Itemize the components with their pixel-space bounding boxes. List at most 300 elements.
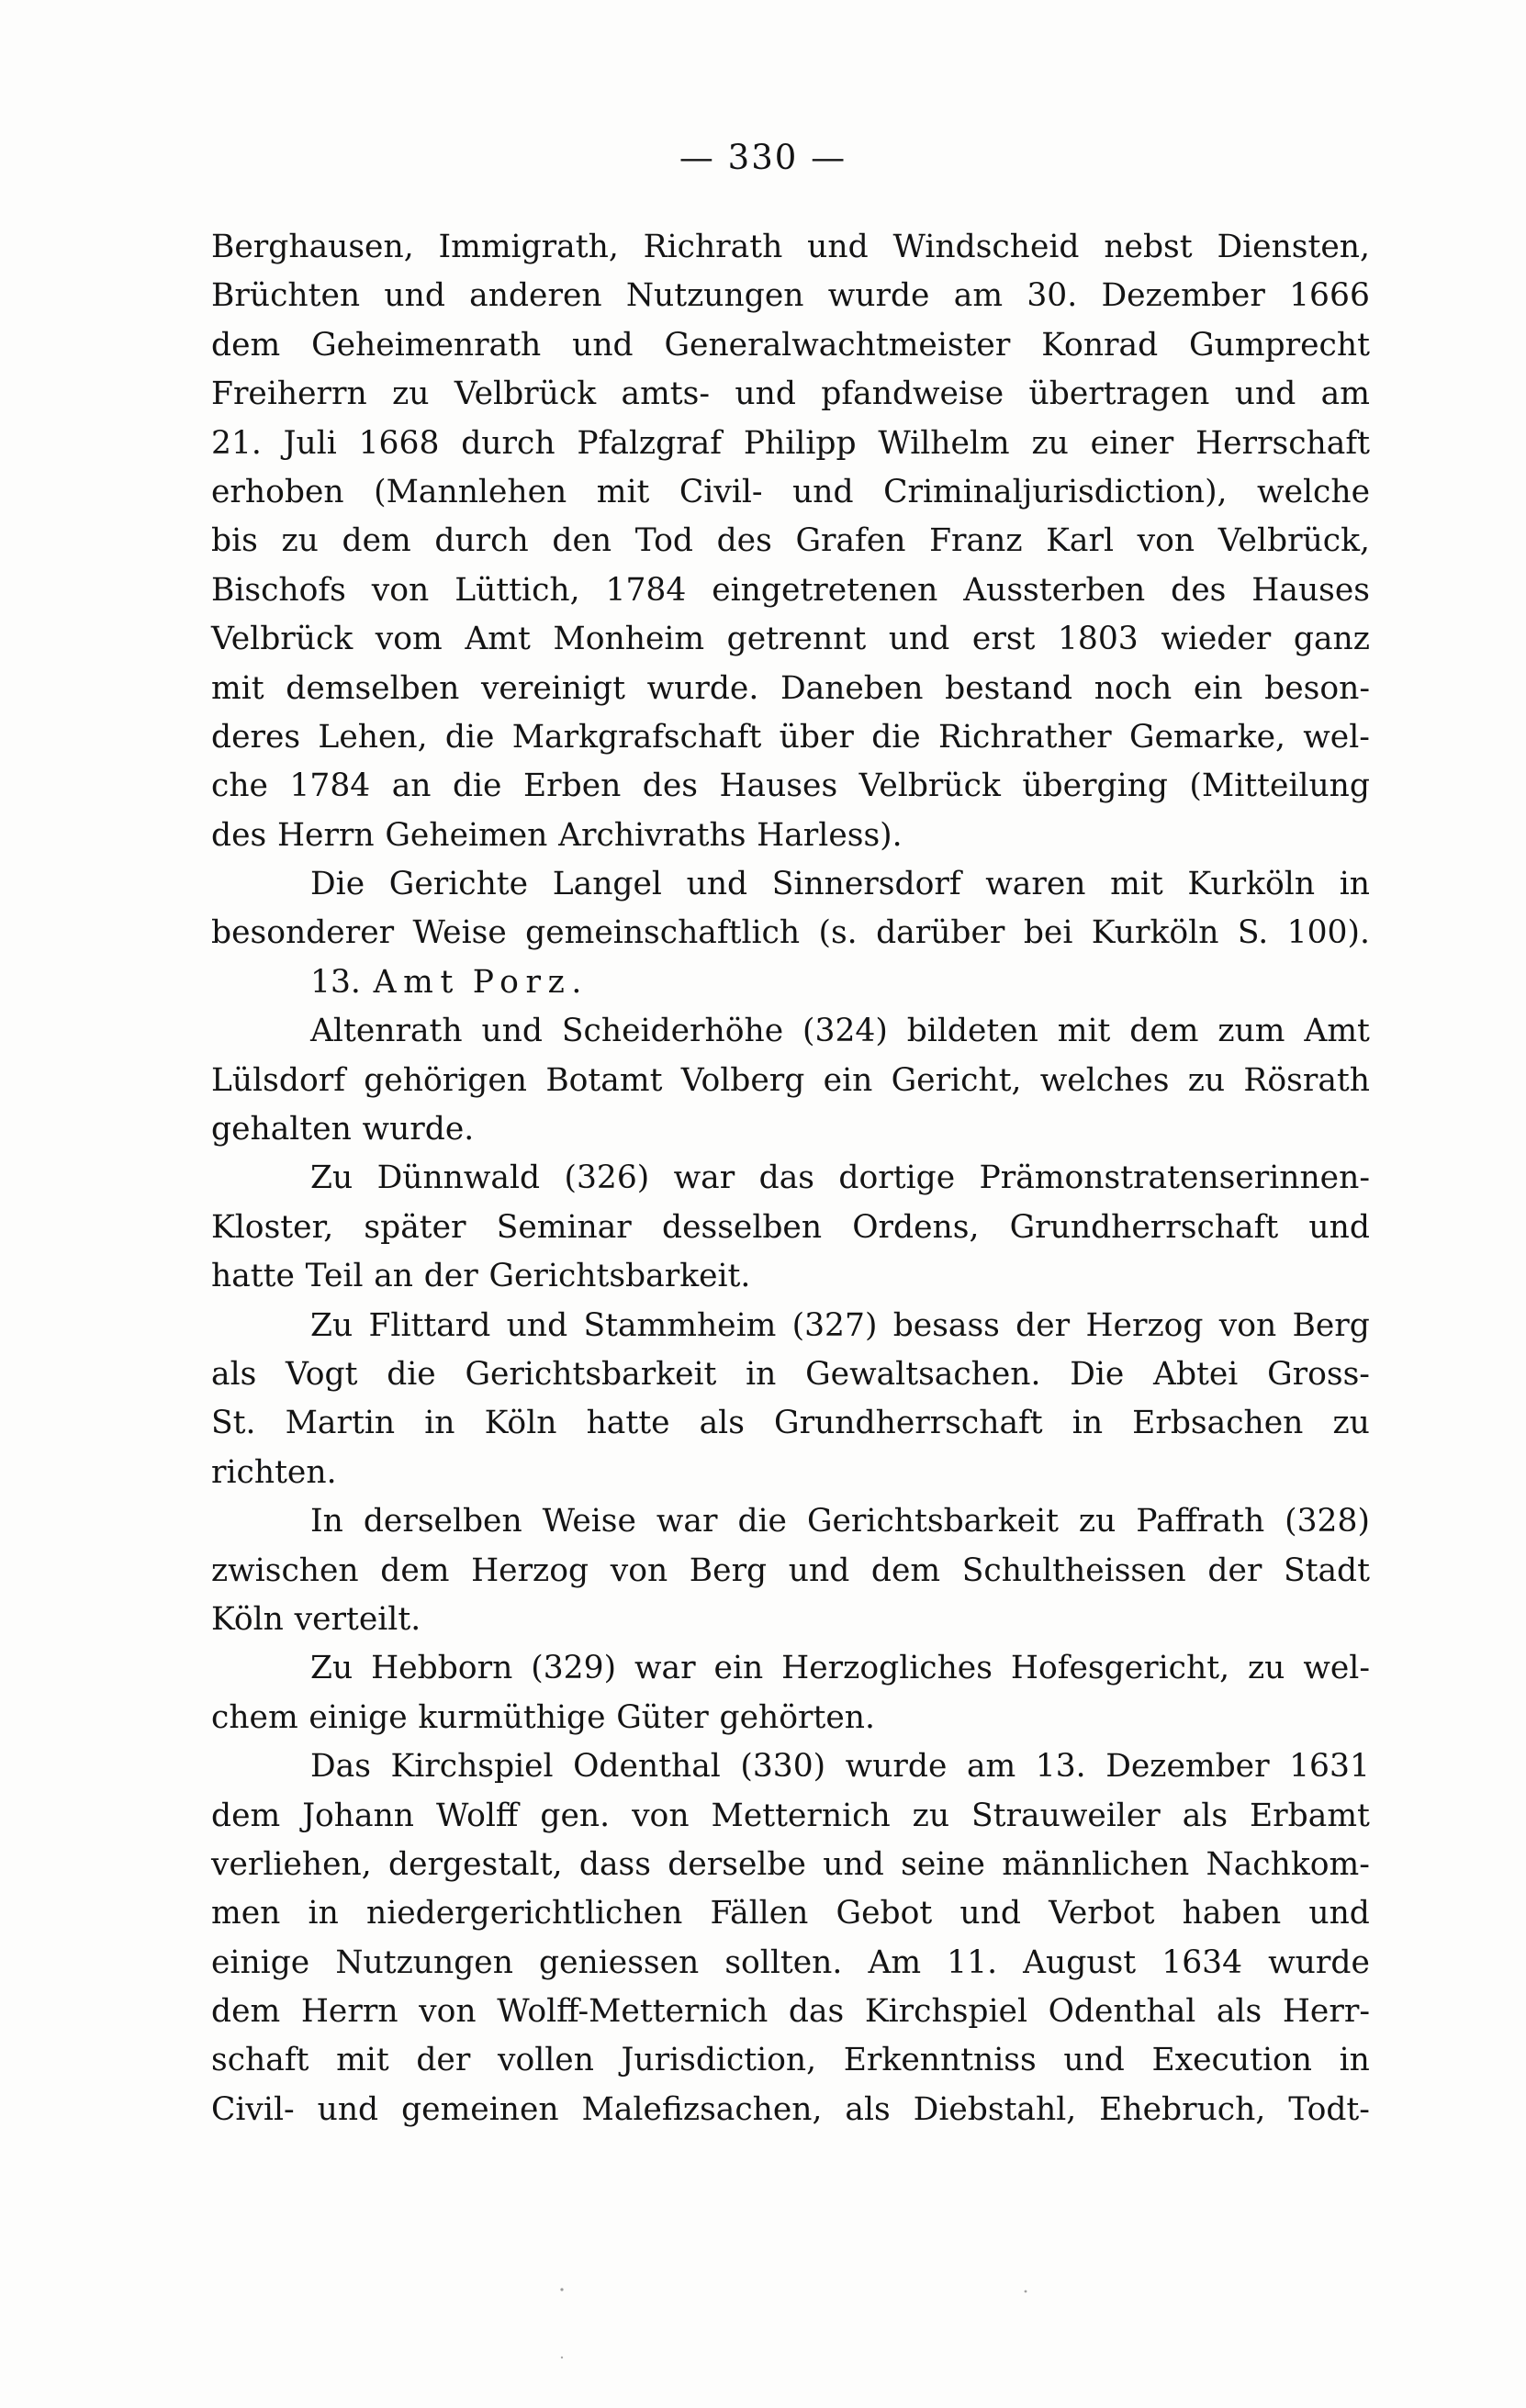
word: den [552, 522, 612, 560]
word: Kurköln [1187, 866, 1316, 903]
word: besass [892, 1306, 1000, 1344]
word: das [788, 1993, 845, 2031]
word: Todt- [1288, 2090, 1370, 2128]
word: Abtei [1153, 1355, 1239, 1393]
word: Wolff-Metternich [497, 1993, 769, 2031]
word: männlichen [1002, 1845, 1190, 1883]
word: Civil- [679, 473, 763, 510]
word: Amt [373, 963, 460, 1001]
word: Herzog [471, 1551, 589, 1589]
word: in [308, 1895, 339, 1932]
word: Schultheissen [961, 1551, 1186, 1589]
word: als [211, 1355, 257, 1393]
word: Nutzungen [625, 277, 804, 315]
word: che [211, 767, 268, 805]
word: als [845, 2090, 891, 2128]
word: des [642, 767, 699, 805]
word: des [211, 816, 267, 854]
word: der [423, 1258, 478, 1295]
word: Bischofs [211, 571, 346, 609]
word: wurde [845, 1748, 948, 1786]
word: Herrn [276, 816, 375, 854]
word: später [364, 1208, 466, 1246]
word: 1784 [289, 767, 371, 805]
word: Gerichtsbarkeit [465, 1355, 717, 1393]
word: einige [309, 1698, 408, 1736]
word: (Mitteilung [1189, 767, 1370, 805]
word: Lüttich, [454, 571, 580, 609]
word: Dezember [1101, 277, 1265, 315]
word: Gumprecht [1189, 326, 1370, 364]
word: zu [1078, 1503, 1116, 1540]
word: und [1308, 1895, 1370, 1932]
word: verliehen, [211, 1845, 372, 1883]
word: verteilt. [294, 1600, 421, 1638]
word: mit [336, 2042, 389, 2079]
word: übertragen [1028, 375, 1210, 413]
word: Herr- [1282, 1993, 1370, 2031]
word: Amt [1304, 1013, 1370, 1050]
word: kurmüthige [418, 1698, 606, 1736]
word: Strauweiler [971, 1797, 1161, 1834]
word: und [384, 277, 445, 315]
word: einige [211, 1943, 310, 1981]
word: in [746, 1355, 777, 1393]
word: Kirchspiel [864, 1993, 1027, 2031]
word: Die [1070, 1355, 1125, 1393]
word: Grundherrschaft [1009, 1208, 1279, 1246]
word: zu [281, 522, 319, 560]
word: Velbrück [454, 375, 597, 413]
word: schaft [211, 2042, 309, 2079]
word: getrennt [726, 621, 867, 658]
word: dem [211, 326, 281, 364]
word: des [1171, 571, 1227, 609]
word: noch [1094, 669, 1173, 707]
word: Scheiderhöhe [561, 1013, 784, 1050]
word: Geheimen [385, 816, 548, 854]
word: Erben [522, 767, 622, 805]
word: wel- [1303, 1650, 1370, 1687]
word: dem [380, 1551, 450, 1589]
word: und [792, 473, 854, 510]
word: nebst [1104, 229, 1193, 265]
word: men [211, 1895, 281, 1932]
word: Wolff [435, 1797, 519, 1834]
word: August [1023, 1943, 1137, 1981]
word: St. [211, 1405, 256, 1442]
word: Nutzungen [335, 1943, 513, 1981]
word: dortige [838, 1159, 956, 1197]
word: (330) [740, 1748, 826, 1786]
word: Rösrath [1243, 1061, 1370, 1099]
word: Velbrück [211, 621, 353, 658]
word: in [1072, 1405, 1104, 1442]
word: am [953, 277, 1004, 315]
word: über [779, 718, 854, 756]
word: und [788, 1551, 850, 1589]
word: Kloster, [211, 1208, 334, 1246]
word: wurde [827, 277, 930, 315]
paper-speck [560, 2288, 563, 2290]
word: waren [985, 866, 1086, 903]
word: Dezember [1105, 1748, 1270, 1786]
word: war [673, 1159, 735, 1197]
word: von [632, 1797, 690, 1834]
word: zu [1187, 1061, 1226, 1099]
word: derselben [363, 1503, 522, 1540]
word: und [1234, 375, 1296, 413]
word: 1668 [358, 424, 440, 462]
word: Tod [634, 522, 693, 560]
word: und [807, 229, 869, 265]
word: Konrad [1041, 326, 1159, 364]
word: als [699, 1405, 745, 1442]
word: Execution [1151, 2042, 1312, 2079]
word: gemeinschaftlich [525, 914, 801, 952]
word: niedergerichtlichen [365, 1895, 683, 1932]
word: einer [1090, 424, 1174, 462]
word: wel- [1303, 718, 1370, 756]
word: Herzog [1085, 1306, 1204, 1344]
word: Aussterben [963, 571, 1146, 609]
word: Prämonstratenserinnen- [979, 1159, 1370, 1197]
word: Malefizsachen, [581, 2090, 823, 2128]
word: am [1320, 375, 1370, 413]
word: zwischen [211, 1551, 359, 1589]
word: Wilhelm [878, 424, 1010, 462]
word: Gross- [1267, 1355, 1370, 1393]
word: und [888, 621, 950, 658]
word: 1631 [1289, 1748, 1370, 1786]
word: eingetretenen [712, 571, 938, 609]
word: 21. [211, 424, 262, 462]
word: und [735, 375, 796, 413]
word: S. [1237, 914, 1269, 952]
word: bei [1023, 914, 1073, 952]
word: gen. [540, 1797, 611, 1834]
word: Erbsachen [1132, 1405, 1304, 1442]
word: 11. [947, 1943, 998, 1981]
word: Erbamt [1250, 1797, 1370, 1834]
word: Markgrafschaft [511, 718, 762, 756]
word: Zu [310, 1306, 353, 1344]
word: Richrath [643, 229, 783, 265]
word: anderen [469, 277, 602, 315]
word: von [371, 571, 430, 609]
word: gehalten [211, 1111, 352, 1148]
word: Gemarke, [1128, 718, 1285, 756]
word: Gerichtsbarkeit [806, 1503, 1059, 1540]
word: hatte [586, 1405, 670, 1442]
word: deres [211, 718, 301, 756]
word: dem [870, 1551, 941, 1589]
word: und [959, 1895, 1021, 1932]
word: Hauses [719, 767, 838, 805]
word: Odenthal [1048, 1993, 1196, 2031]
word: Generalwachtmeister [664, 326, 1011, 364]
word: (324) [802, 1013, 888, 1050]
word: Freiherrn [211, 375, 367, 413]
word: wieder [1161, 621, 1272, 658]
word: Nachkom- [1206, 1845, 1370, 1883]
word: überging [1022, 767, 1168, 805]
word: Diensten, [1217, 229, 1370, 265]
word: derselbe [668, 1845, 806, 1883]
word: (329) [531, 1650, 617, 1687]
word: Civil- [211, 2090, 295, 2128]
word: Porz. [472, 963, 589, 1001]
word: und [686, 866, 748, 903]
word: von [1137, 522, 1195, 560]
word: haben [1182, 1895, 1282, 1932]
word: mit [211, 669, 264, 707]
word: Martin [285, 1405, 396, 1442]
word: und [823, 1845, 884, 1883]
word: dem [211, 1993, 281, 2031]
paper-speck [1025, 2290, 1027, 2293]
word: Köln [211, 1600, 284, 1638]
word: 100). [1286, 914, 1370, 952]
word: Monheim [553, 621, 705, 658]
word: dem [342, 522, 411, 560]
word: Volberg [680, 1061, 805, 1099]
word: dass [578, 1845, 651, 1883]
word: geniessen [539, 1943, 700, 1981]
word: Hauses [1251, 571, 1370, 609]
word: Verbot [1049, 1895, 1155, 1932]
word: Gericht, [891, 1061, 1022, 1099]
word: als [1182, 1797, 1229, 1834]
word: erst [971, 621, 1036, 658]
word: vollen [497, 2042, 594, 2079]
word: sollten. [724, 1943, 843, 1981]
word: bestand [945, 669, 1073, 707]
word: (Mannlehen [374, 473, 567, 510]
word: Güter [616, 1698, 709, 1736]
word: wurde. [646, 669, 759, 707]
word: beson- [1264, 669, 1370, 707]
word: Grafen [795, 522, 906, 560]
word: Brüchten [211, 277, 361, 315]
word: 1634 [1161, 1943, 1243, 1981]
word: Gebot [836, 1895, 933, 1932]
word: Jurisdiction, [621, 2042, 817, 2079]
paper-speck [561, 2357, 563, 2358]
word: und [1308, 1208, 1370, 1246]
word: ganz [1293, 621, 1370, 658]
word: Gerichtsbarkeit. [488, 1258, 751, 1295]
word: zum [1217, 1013, 1285, 1050]
word: vom [375, 621, 443, 658]
word: zu [1031, 424, 1069, 462]
word: und [1063, 2042, 1125, 2079]
word: Franz [929, 522, 1023, 560]
word: Diebstahl, [913, 2090, 1077, 2128]
word: Odenthal [573, 1748, 721, 1786]
word: zu [912, 1797, 950, 1834]
word: dem [1129, 1013, 1199, 1050]
word: seine [901, 1845, 985, 1883]
word: von [419, 1993, 477, 2031]
word: In [310, 1503, 343, 1540]
word: war [656, 1503, 718, 1540]
word: Ehebruch, [1099, 2090, 1266, 2128]
word: in [1339, 866, 1370, 903]
word: das [758, 1159, 814, 1197]
word: dergestalt, [388, 1845, 563, 1883]
word: Am [868, 1943, 922, 1981]
word: Dünnwald [376, 1159, 541, 1197]
word: Gewaltsachen. [805, 1355, 1041, 1393]
word: die [452, 767, 502, 805]
word: Hofesgericht, [1010, 1650, 1230, 1687]
word: Kirchspiel [390, 1748, 554, 1786]
word: Stammheim [583, 1306, 777, 1344]
word: an [374, 1258, 413, 1295]
word: Amt [465, 621, 531, 658]
word: Fällen [710, 1895, 809, 1932]
word: Lehen, [318, 718, 428, 756]
word: Herrschaft [1195, 424, 1370, 462]
word: in [1339, 2042, 1370, 2079]
word: bis [211, 522, 258, 560]
word: Berg [1292, 1306, 1370, 1344]
word: der [1015, 1306, 1071, 1344]
word: die [387, 1355, 436, 1393]
word: Die [310, 866, 365, 903]
word: Archivraths [558, 816, 746, 854]
word: Windscheid [892, 229, 1080, 265]
word: zu [392, 375, 430, 413]
word: Vogt [286, 1355, 358, 1393]
word: Das [310, 1748, 371, 1786]
word: die [871, 718, 921, 756]
word: welches [1039, 1061, 1170, 1099]
word: Paffrath [1136, 1503, 1265, 1540]
word: chem [211, 1698, 298, 1736]
word: Ordens, [852, 1208, 980, 1246]
word: Grundherrschaft [774, 1405, 1043, 1442]
word: am [966, 1748, 1016, 1786]
word: Erkenntniss [843, 2042, 1037, 2079]
word: darüber [876, 914, 1005, 952]
word: zu [1332, 1405, 1370, 1442]
word: welche [1257, 473, 1370, 510]
word: Karl [1046, 522, 1115, 560]
word: Berghausen, [211, 229, 414, 265]
word: demselben [286, 669, 460, 707]
word: in [424, 1405, 455, 1442]
word: durch [461, 424, 555, 462]
word: die [444, 718, 495, 756]
word: richten. [211, 1453, 337, 1491]
word: Berg [689, 1551, 768, 1589]
word: und [317, 2090, 379, 2128]
word: Zu [310, 1650, 353, 1687]
word: gemeinen [401, 2090, 559, 2128]
word: 1784 [605, 571, 687, 609]
word: Botamt [545, 1061, 663, 1099]
word: 13. [1035, 1748, 1086, 1786]
word: 13. [310, 963, 361, 1001]
word: gehörigen [364, 1061, 528, 1099]
word: (326) [564, 1159, 650, 1197]
word: Daneben [780, 669, 924, 707]
word: Seminar [496, 1208, 632, 1246]
word: wurde [1268, 1943, 1370, 1981]
word: Zu [310, 1159, 353, 1197]
word: Juli [283, 424, 337, 462]
word: Harless). [757, 816, 903, 854]
word: (327) [791, 1306, 878, 1344]
word: von [1218, 1306, 1277, 1344]
word: hatte [211, 1258, 295, 1295]
word: 1666 [1289, 277, 1370, 315]
word: und [481, 1013, 544, 1050]
word: 1803 [1057, 621, 1139, 658]
word: von [610, 1551, 668, 1589]
word: vereinigt [480, 669, 625, 707]
word: und [506, 1306, 568, 1344]
word: mit [1110, 866, 1163, 903]
word: Langel [552, 866, 662, 903]
word: (328) [1285, 1503, 1370, 1540]
word: der [1207, 1551, 1262, 1589]
word: dem [211, 1797, 281, 1834]
word: Sinnersdorf [771, 866, 961, 903]
word: Hebborn [371, 1650, 513, 1687]
word: Immigrath, [438, 229, 619, 265]
word: an [391, 767, 432, 805]
word: mit [596, 473, 650, 510]
word: gehörten. [719, 1698, 875, 1736]
word: die [737, 1503, 787, 1540]
word: durch [434, 522, 529, 560]
word: ein [713, 1650, 764, 1687]
word: 30. [1027, 277, 1078, 315]
word: zu [1248, 1650, 1285, 1687]
word: Velbrück [858, 767, 1001, 805]
word: und [572, 326, 634, 364]
word: des [716, 522, 772, 560]
word: als [1216, 1993, 1262, 2031]
page-number: — 330 — [679, 138, 847, 177]
word: Velbrück, [1217, 522, 1370, 560]
word: Herrn [300, 1993, 398, 2031]
word: Johann [302, 1797, 415, 1834]
word: desselben [661, 1208, 823, 1246]
word: Gerichte [388, 866, 529, 903]
word: bildeten [906, 1013, 1038, 1050]
word: Geheimenrath [311, 326, 542, 364]
word: der [416, 2042, 471, 2079]
word: amts- [621, 375, 711, 413]
word: Kurköln [1091, 914, 1219, 952]
word: Köln [484, 1405, 557, 1442]
word: pfandweise [821, 375, 1004, 413]
word: Stadt [1283, 1551, 1370, 1589]
word: ein [823, 1061, 873, 1099]
word: Lülsdorf [211, 1061, 345, 1099]
word: Herzogliches [781, 1650, 993, 1687]
word: Metternich [711, 1797, 891, 1834]
word: Teil [305, 1258, 364, 1295]
word: ein [1193, 669, 1243, 707]
word: wurde. [362, 1111, 475, 1148]
word: Altenrath [310, 1013, 463, 1050]
word: mit [1057, 1013, 1111, 1050]
